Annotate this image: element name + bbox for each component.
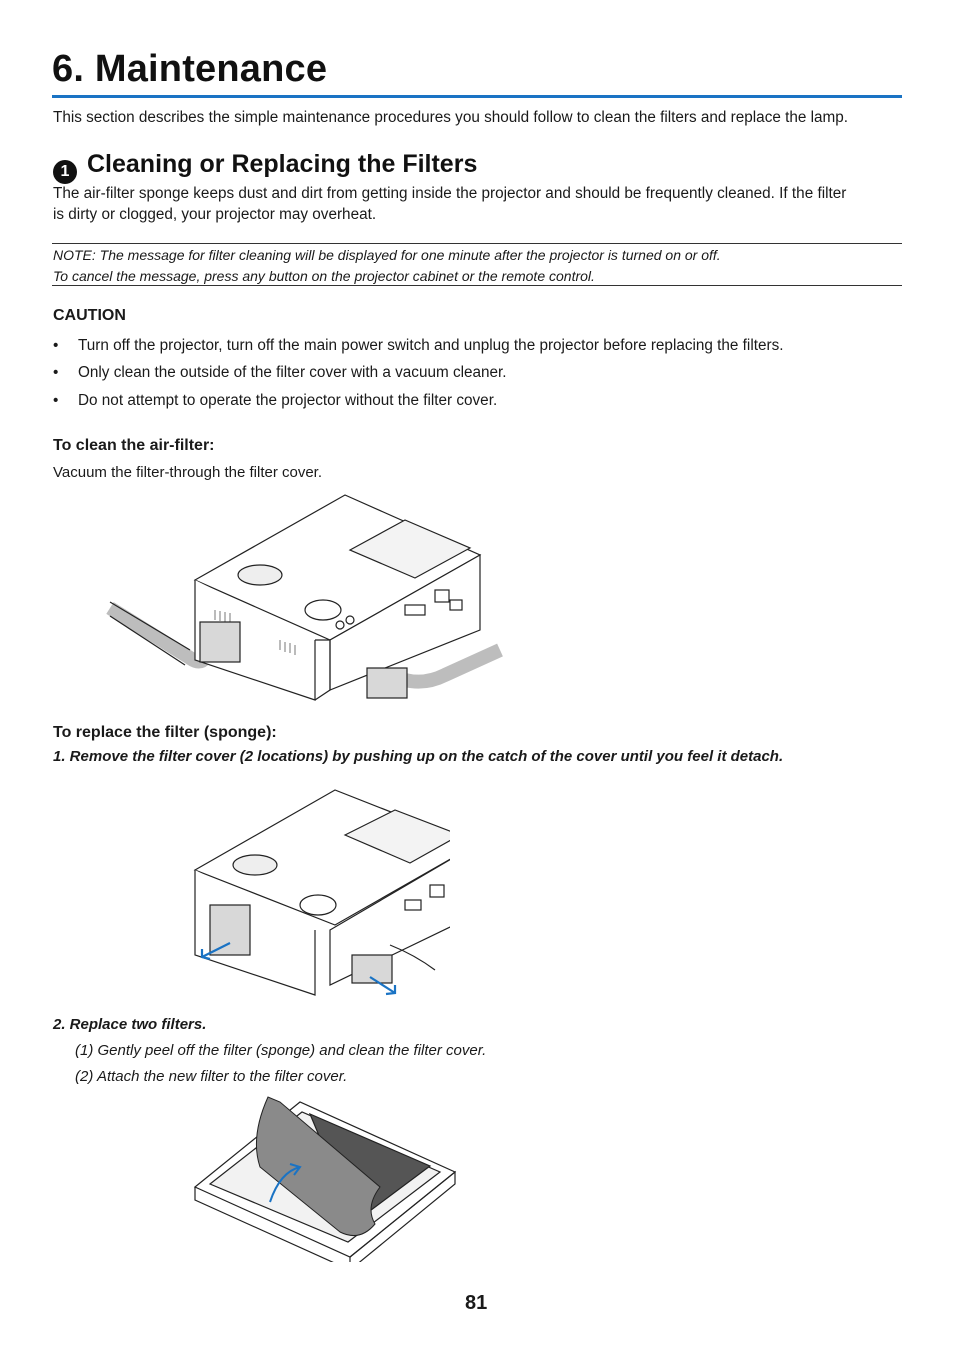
projector-vacuum-illustration <box>105 490 505 710</box>
caution-item-text: Do not attempt to operate the projector without the filter cover. <box>78 392 498 409</box>
note-line: NOTE: The message for filter cleaning will be displayed for one minute after the projector is turned on or off. <box>53 247 721 263</box>
section-paragraph <box>53 184 903 225</box>
title-underline <box>52 95 902 98</box>
replace-substep-2: (2) Attach the new filter to the filter cover. <box>75 1068 348 1085</box>
section-paragraph-line: The air-filter sponge keeps dust and dirt from getting inside the projector and should be frequently cleaned. If the filter <box>53 185 847 202</box>
page-title: 6. Maintenance <box>52 48 328 90</box>
intro-text: This section describes the simple maintenance procedures you should follow to clean the filters and replace the lamp. <box>53 109 849 126</box>
bullet-icon: • <box>53 364 59 381</box>
replace-step-1: 1. Remove the filter cover (2 locations) by pushing up on the catch of the cover until you feel it detach. <box>53 748 784 765</box>
replace-substep-1: (1) Gently peel off the filter (sponge) and clean the filter cover. <box>75 1042 487 1059</box>
caution-item <box>53 392 497 410</box>
remove-cover-illustration <box>190 785 450 1000</box>
replace-filter-heading: To replace the filter (sponge): <box>53 724 277 741</box>
note-top-rule <box>52 243 902 244</box>
caution-item <box>53 337 783 355</box>
filter-cover-illustration <box>190 1092 460 1262</box>
note-box <box>53 245 903 287</box>
section-number-badge: 1 <box>53 160 77 184</box>
note-line: To cancel the message, press any button on the projector cabinet or the remote control. <box>53 268 595 284</box>
bullet-icon: • <box>53 337 59 354</box>
section-title: Cleaning or Replacing the Filters <box>87 150 478 178</box>
clean-filter-heading: To clean the air-filter: <box>53 437 215 454</box>
clean-filter-text: Vacuum the filter-through the filter cover. <box>53 464 323 481</box>
caution-item-text: Only clean the outside of the filter cover with a vacuum cleaner. <box>78 364 507 381</box>
page-number: 81 <box>465 1292 488 1314</box>
replace-step-2: 2. Replace two filters. <box>53 1016 207 1033</box>
caution-item <box>53 364 507 382</box>
caution-item-text: Turn off the projector, turn off the main power switch and unplug the projector before replacing the filters. <box>78 337 784 354</box>
caution-title: CAUTION <box>53 307 126 324</box>
section-paragraph-line: is dirty or clogged, your projector may overheat. <box>53 205 377 223</box>
bullet-icon: • <box>53 392 59 409</box>
note-bottom-rule <box>52 285 902 286</box>
